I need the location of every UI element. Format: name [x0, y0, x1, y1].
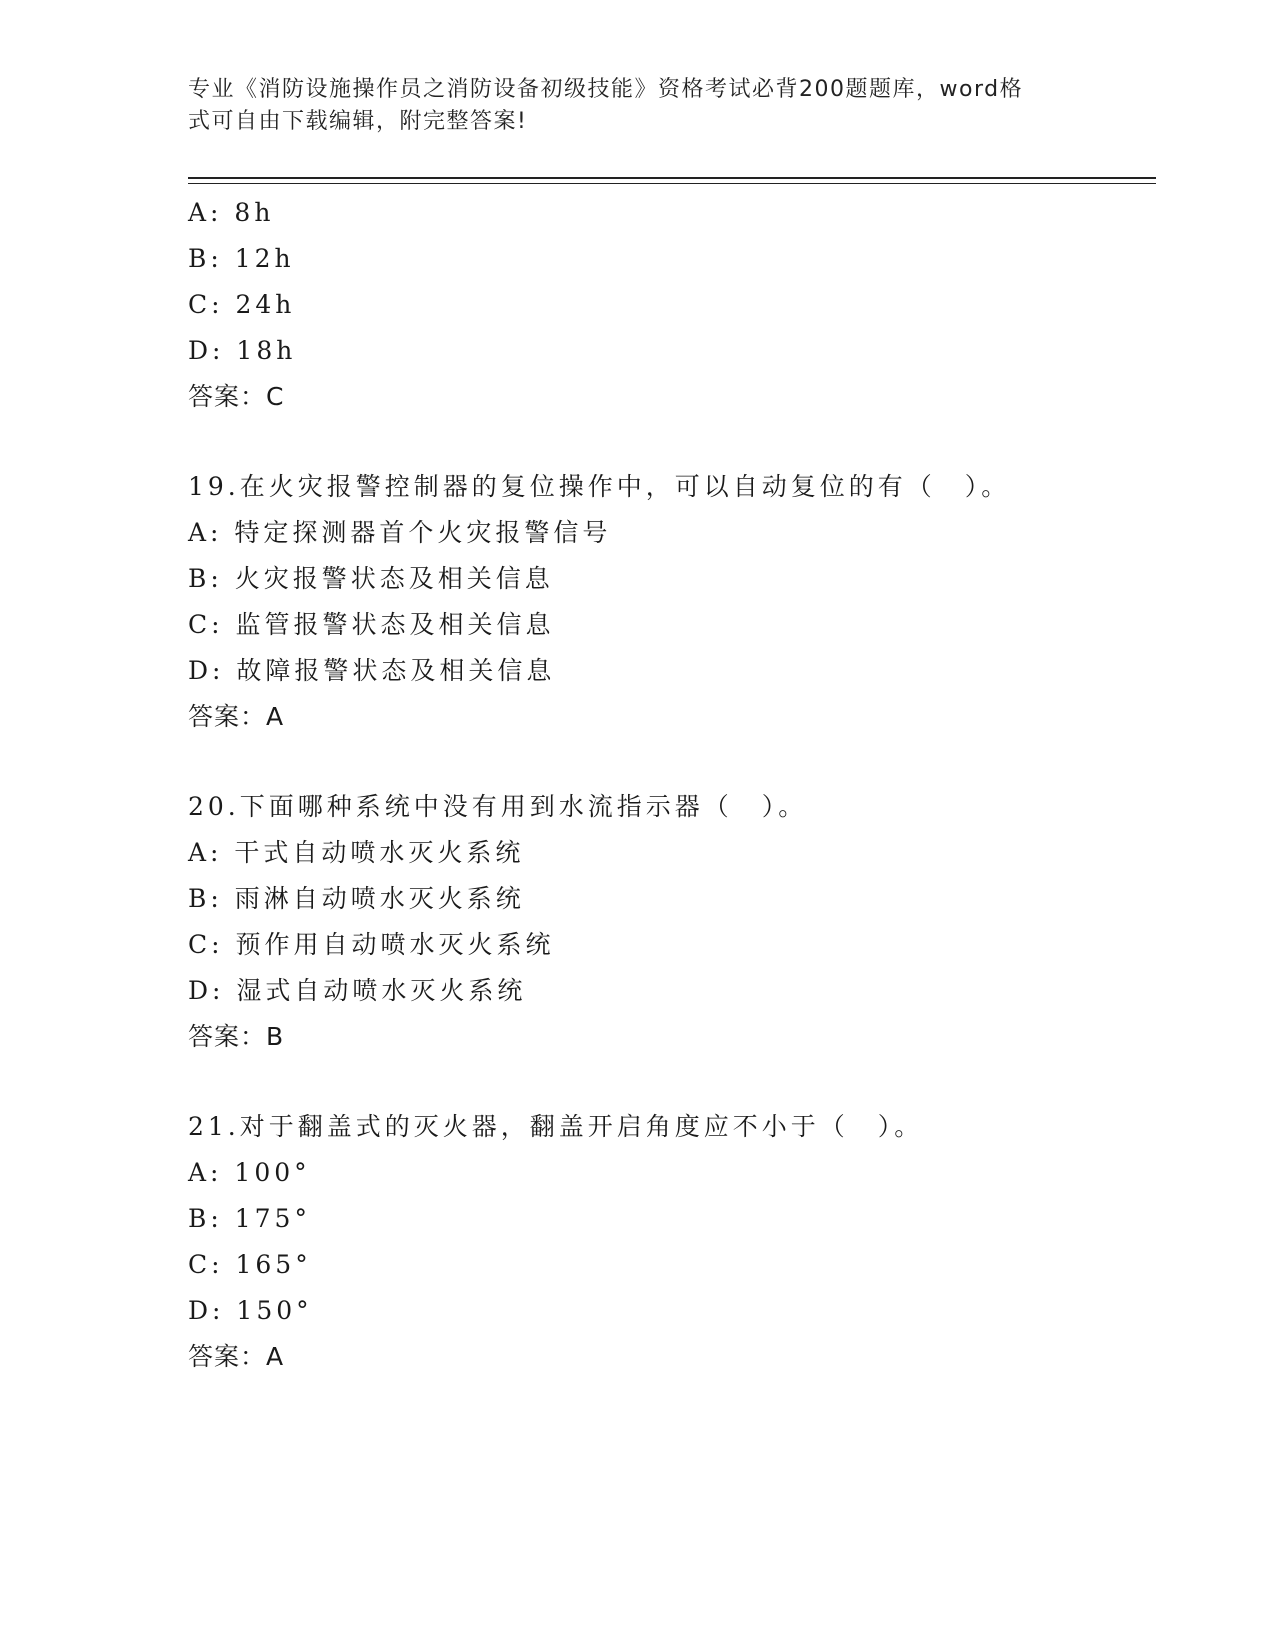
question-text: 20.下面哪种系统中没有用到水流指示器（ ）。	[188, 792, 808, 821]
option-a: A: 干式自动喷水灭火系统	[188, 838, 525, 867]
option-d: D: 18h	[188, 336, 297, 365]
document-header	[188, 74, 1068, 138]
question-19-block	[188, 464, 1148, 740]
header-divider-thin	[188, 183, 1156, 184]
option-d: D: 故障报警状态及相关信息	[188, 656, 556, 685]
answer: 答案：C	[188, 382, 285, 411]
option-c: C: 监管报警状态及相关信息	[188, 610, 555, 639]
question-20-block	[188, 784, 1148, 1060]
answer: 答案：A	[188, 1342, 285, 1371]
option-c: C: 24h	[188, 290, 296, 319]
question-text: 21.对于翻盖式的灭火器，翻盖开启角度应不小于（ ）。	[188, 1112, 924, 1141]
option-d: D: 150°	[188, 1296, 313, 1325]
header-divider-thick	[188, 177, 1156, 179]
option-b: B: 雨淋自动喷水灭火系统	[188, 884, 525, 913]
option-b: B: 火灾报警状态及相关信息	[188, 564, 554, 593]
option-b: B: 12h	[188, 244, 295, 273]
option-d: D: 湿式自动喷水灭火系统	[188, 976, 527, 1005]
option-c: C: 预作用自动喷水灭火系统	[188, 930, 555, 959]
option-a: A: 8h	[188, 198, 275, 227]
answer: 答案：B	[188, 1022, 285, 1051]
option-c: C: 165°	[188, 1250, 312, 1279]
question-list	[188, 190, 1148, 1380]
option-a: A: 特定探测器首个火灾报警信号	[188, 518, 612, 547]
answer: 答案：A	[188, 702, 285, 731]
question-text: 19.在火灾报警控制器的复位操作中，可以自动复位的有（ ）。	[188, 472, 1011, 501]
option-a: A: 100°	[188, 1158, 311, 1187]
header-line-1: 专业《消防设施操作员之消防设备初级技能》资格考试必背200题题库，word格	[188, 77, 1024, 102]
option-b: B: 175°	[188, 1204, 311, 1233]
question-18-block	[188, 190, 1148, 420]
question-21-block	[188, 1104, 1148, 1380]
header-line-2: 式可自由下载编辑，附完整答案!	[188, 109, 528, 134]
